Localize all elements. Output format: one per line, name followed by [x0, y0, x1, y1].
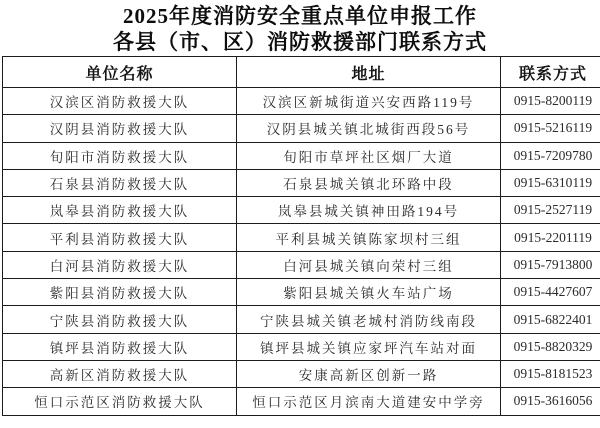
unit-name-cell: 白河县消防救援大队	[3, 251, 237, 278]
table-row	[3, 251, 600, 278]
table-row	[3, 224, 600, 251]
address-cell: 平利县城关镇陈家坝村三组	[237, 224, 501, 251]
phone-cell: 0915-4427607	[501, 279, 600, 306]
unit-name-cell: 汉滨区消防救援大队	[3, 88, 237, 115]
page-title-line2: 各县（市、区）消防救援部门联系方式	[113, 30, 487, 54]
address-cell: 汉滨区新城街道兴安西路119号	[237, 88, 501, 115]
header-address: 地址	[237, 57, 501, 88]
page-title-line1: 2025年度消防安全重点单位申报工作	[123, 4, 477, 28]
unit-name-cell: 恒口示范区消防救援大队	[3, 388, 237, 415]
address-cell: 安康高新区创新一路	[237, 360, 501, 387]
address-cell: 恒口示范区月滨南大道建安中学旁	[237, 388, 501, 415]
table-row	[3, 197, 600, 224]
address-cell: 岚皋县城关镇神田路194号	[237, 197, 501, 224]
table-header	[3, 57, 600, 88]
table-row	[3, 306, 600, 333]
phone-cell: 0915-8181523	[501, 360, 600, 387]
table-row	[3, 388, 600, 415]
table-row	[3, 115, 600, 142]
unit-name-cell: 平利县消防救援大队	[3, 224, 237, 251]
phone-cell: 0915-6822401	[501, 306, 600, 333]
header-unit-name: 单位名称	[3, 57, 237, 88]
unit-name-cell: 宁陕县消防救援大队	[3, 306, 237, 333]
table-row	[3, 142, 600, 169]
phone-cell: 0915-3616056	[501, 388, 600, 415]
phone-cell: 0915-6310119	[501, 169, 600, 196]
address-cell: 汉阴县城关镇北城街西段56号	[237, 115, 501, 142]
header-row	[3, 57, 600, 88]
address-cell: 石泉县城关镇北环路中段	[237, 169, 501, 196]
table-row	[3, 333, 600, 360]
page-title	[0, 0, 600, 55]
table-row	[3, 279, 600, 306]
unit-name-cell: 岚皋县消防救援大队	[3, 197, 237, 224]
unit-name-cell: 镇坪县消防救援大队	[3, 333, 237, 360]
table-body	[3, 88, 600, 416]
table-row	[3, 169, 600, 196]
address-cell: 宁陕县城关镇老城村消防线南段	[237, 306, 501, 333]
table-row	[3, 88, 600, 115]
unit-name-cell: 旬阳市消防救援大队	[3, 142, 237, 169]
phone-cell: 0915-7913800	[501, 251, 600, 278]
unit-name-cell: 高新区消防救援大队	[3, 360, 237, 387]
address-cell: 紫阳县城关镇火车站广场	[237, 279, 501, 306]
contact-table	[2, 56, 600, 416]
unit-name-cell: 紫阳县消防救援大队	[3, 279, 237, 306]
address-cell: 白河县城关镇向荣村三组	[237, 251, 501, 278]
phone-cell: 0915-2527119	[501, 197, 600, 224]
phone-cell: 0915-8200119	[501, 88, 600, 115]
address-cell: 旬阳市草坪社区烟厂大道	[237, 142, 501, 169]
header-contact: 联系方式	[501, 57, 600, 88]
address-cell: 镇坪县城关镇应家坪汽车站对面	[237, 333, 501, 360]
unit-name-cell: 汉阴县消防救援大队	[3, 115, 237, 142]
phone-cell: 0915-8820329	[501, 333, 600, 360]
unit-name-cell: 石泉县消防救援大队	[3, 169, 237, 196]
phone-cell: 0915-2201119	[501, 224, 600, 251]
table-row	[3, 360, 600, 387]
phone-cell: 0915-7209780	[501, 142, 600, 169]
phone-cell: 0915-5216119	[501, 115, 600, 142]
